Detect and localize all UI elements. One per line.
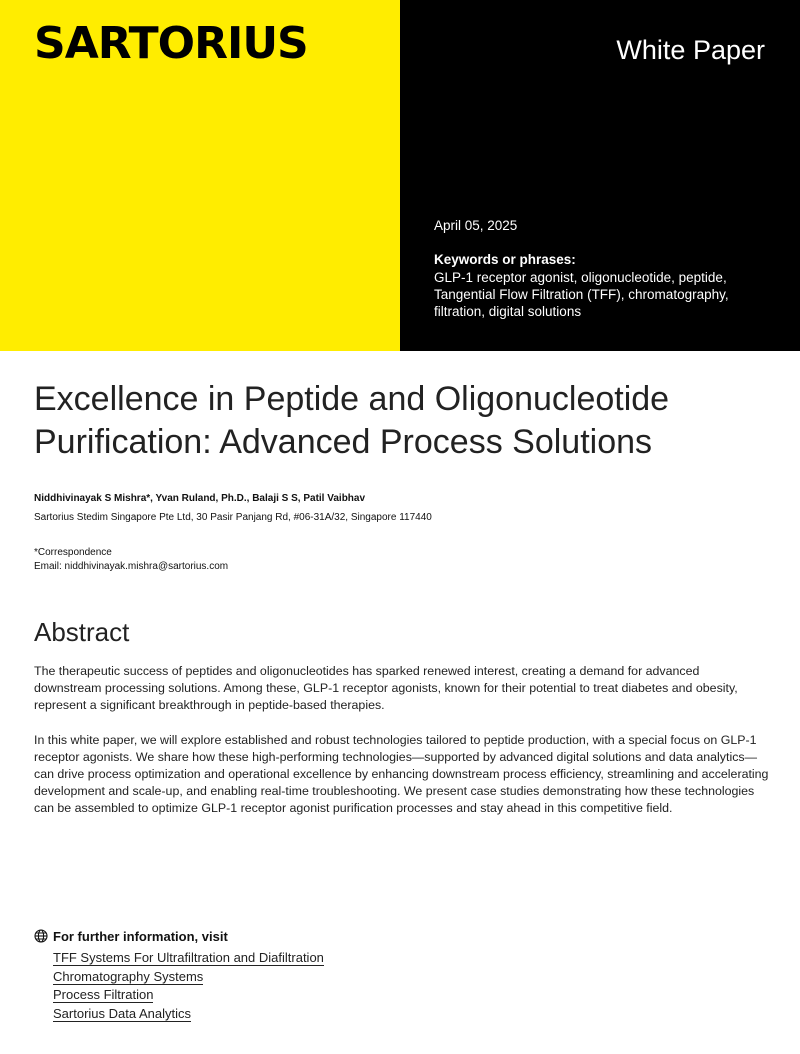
globe-icon (34, 929, 48, 943)
link-item (53, 968, 434, 987)
cover-header (0, 0, 800, 351)
sartorius-logo: SARTORIUS (34, 18, 308, 69)
document-type: White Paper (616, 35, 765, 65)
abstract-heading: Abstract (34, 617, 130, 647)
link-data-analytics[interactable]: Sartorius Data Analytics (53, 1005, 192, 1021)
keywords-text: GLP-1 receptor agonist, oligonucleotide, peptide, Tangential Flow Filtration (TFF), chromatography, filtration, digital solutions (434, 270, 729, 319)
correspondence-label: *Correspondence (34, 547, 112, 558)
paper-title: Excellence in Peptide and Oligonucleotide Purification: Advanced Process Solutions (34, 380, 670, 461)
further-info-label: For further information, visit (53, 928, 228, 944)
publication-date: April 05, 2025 (434, 218, 518, 233)
link-chromatography-systems[interactable]: Chromatography Systems (53, 968, 204, 984)
link-item (53, 986, 434, 1005)
yellow-panel (0, 0, 400, 351)
correspondence (34, 546, 228, 574)
affiliation: Sartorius Stedim Singapore Pte Ltd, 30 Pasir Panjang Rd, #06-31A/32, Singapore 117440 (34, 512, 432, 523)
black-panel (400, 0, 800, 351)
authors: Niddhivinayak S Mishra*, Yvan Ruland, Ph.D., Balaji S S, Patil Vaibhav (34, 493, 366, 504)
link-item (53, 1005, 434, 1024)
abstract-paragraph-1: The therapeutic success of peptides and oligonucleotides has sparked renewed interest, creating a demand for advanced downstream processing solutions. Among these, GLP-1 receptor agonists, known for their potential to treat diabetes and obesity, represent a significant breakthrough in peptide-based therapies. (34, 664, 738, 712)
link-item (53, 949, 434, 968)
link-tff-systems[interactable]: TFF Systems For Ultrafiltration and Diafiltration (53, 950, 324, 965)
correspondence-email: Email: niddhivinayak.mishra@sartorius.com (34, 561, 229, 572)
keywords-label: Keywords or phrases: (434, 252, 576, 267)
further-info-links (53, 949, 434, 1023)
further-info-heading (34, 927, 434, 945)
link-process-filtration[interactable]: Process Filtration (53, 987, 154, 1002)
further-info (34, 927, 434, 1023)
abstract-paragraph-2: In this white paper, we will explore established and robust technologies tailored to peptide production, with a special focus on GLP-1 receptor agonists. We share how these high-performing technologies—supported by advanced digital solutions and data analytics—can drive process optimization and operational excellence by enhancing downstream process efficiency, streamlining and accelerating development and scale-up, and enabling real-time troubleshooting. We present case studies demonstrating how these technologies can be assembled to optimize GLP-1 receptor agonist purification processes and stay ahead in this competitive field. (34, 733, 769, 815)
